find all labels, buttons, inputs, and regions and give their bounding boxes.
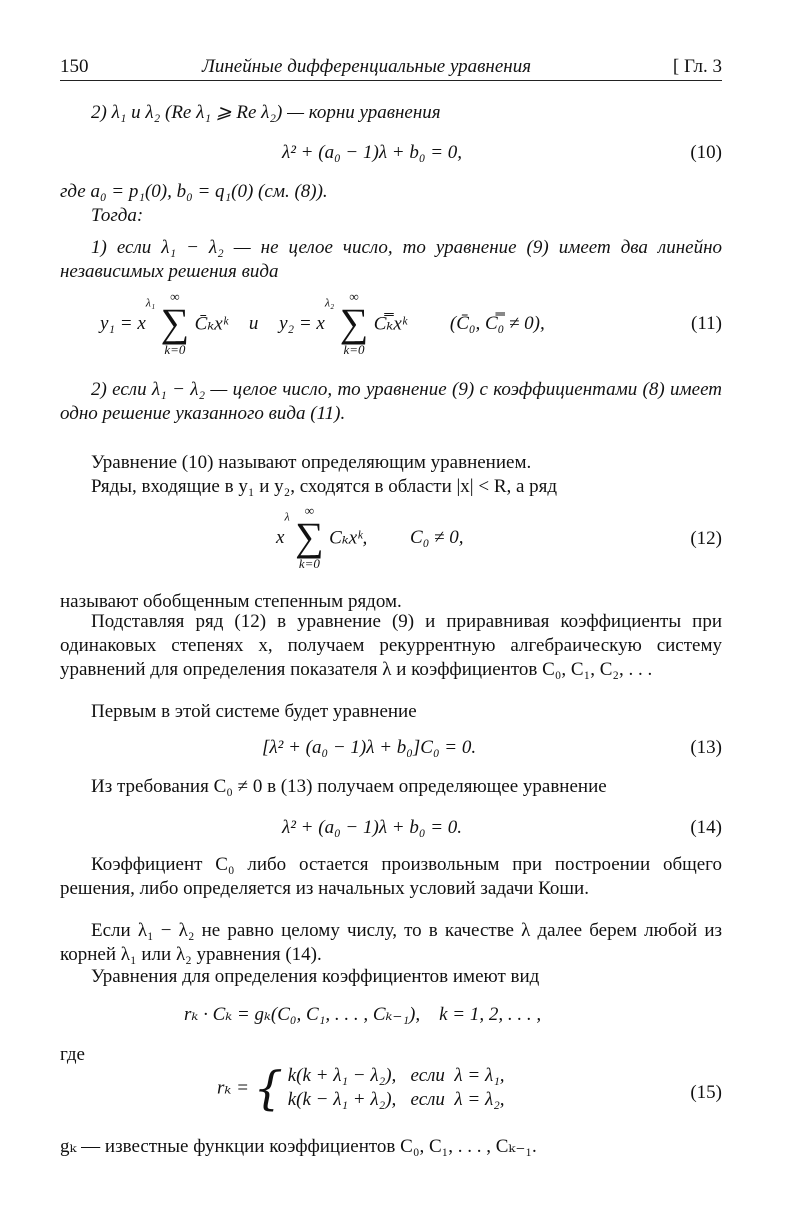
generalized-series-text: называют обобщенным степенным рядом.: [60, 591, 402, 612]
sum-symbol-3: ∞ ∑ k=0: [295, 503, 324, 571]
sum-symbol-1: ∞ ∑ k=0: [160, 289, 190, 357]
sum-3-upper: ∞: [304, 503, 315, 518]
y1-left: y₁ = x: [100, 313, 146, 334]
coefficient-paragraph: Коэффициент C₀ либо остается произвольным при построении общего решения, либо определяется из начальных условий задачи Коши.: [60, 854, 722, 899]
left-brace: {: [253, 1061, 283, 1115]
sum-1-lower: k=0: [164, 342, 186, 357]
eq11-condition: (C̄₀, C̿₀ ≠ 0),: [449, 313, 545, 334]
equation-15-number: (15): [690, 1082, 722, 1103]
book-page: [60, 0, 722, 1216]
eq12-left: x: [276, 527, 285, 548]
definition-sentence: Уравнение (10) называют определяющим уравнением.: [91, 452, 532, 473]
eq15-cases: [288, 1064, 505, 1112]
equation-11: [100, 291, 545, 361]
convergence-sentence: Ряды, входящие в y₁ и y₂, сходятся в области |x| < R, а ряд: [91, 476, 558, 497]
eq15-case-1: k(k + λ₁ − λ₂), если λ = λ₁,: [287, 1065, 505, 1086]
substitution-paragraph: Подставляя ряд (12) в уравнение (9) и приравнивая коэффициенты при одинаковых степенях x, получаем рекуррентную алгебраическую систему уравнений для определения показателя λ и коэффициентов C₀, C₁, C₂, . . .: [60, 611, 722, 680]
y1-exponent: λ₁: [145, 295, 156, 310]
recurrence-equation: rₖ · Cₖ = gₖ(C₀, C₁, . . . , Cₖ₋₁), k = 1, 2, . . . ,: [184, 1004, 542, 1025]
eq12-term: Cₖxᵏ,: [329, 527, 368, 549]
y2-left: y₂ = x: [279, 313, 325, 334]
chapter-label: [ Гл. 3: [672, 56, 722, 77]
coefficient-equations-sentence: Уравнения для определения коэффициентов имеют вид: [91, 966, 540, 987]
equation-15: [217, 1061, 505, 1120]
equation-12-number: (12): [690, 528, 722, 549]
equation-14: λ² + (a₀ − 1)λ + b₀ = 0.: [282, 817, 463, 838]
equation-10: λ² + (a₀ − 1)λ + b₀ = 0,: [282, 142, 463, 163]
equation-13: [λ² + (a₀ − 1)λ + b₀]C₀ = 0.: [262, 737, 477, 758]
page-number: 150: [60, 56, 89, 77]
y1-term: C̄ₖxᵏ: [194, 313, 229, 335]
then-label: Тогда:: [91, 205, 144, 226]
first-equation-sentence: Первым в этой системе будет уравнение: [91, 701, 417, 722]
eq12-exponent: λ: [284, 509, 290, 524]
item2-intro: 2) λ₁ и λ₂ (Re λ₁ ⩾ Re λ₂) — корни уравнения: [91, 102, 441, 123]
case2-text: 2) если λ₁ − λ₂ — целое число, то уравнение (9) с коэффициентами (8) имеет одно решение указанного вида (11).: [60, 379, 722, 424]
sum-2-lower: k=0: [343, 342, 365, 357]
sum-symbol-2: ∞ ∑ k=0: [339, 289, 369, 357]
eq15-case-2: k(k − λ₁ + λ₂), если λ = λ₂,: [287, 1089, 505, 1110]
eq12-condition: C₀ ≠ 0,: [410, 527, 464, 548]
sum-2-upper: ∞: [349, 289, 359, 304]
sum-3-lower: k=0: [298, 556, 320, 571]
equation-11-number: (11): [691, 313, 722, 334]
equation-13-number: (13): [690, 737, 722, 758]
case1-text: 1) если λ₁ − λ₂ — не целое число, то уравнение (9) имеет два линейно независимых решения вида: [60, 237, 722, 282]
y2-exponent: λ₂: [324, 295, 335, 310]
requirement-sentence: Из требования C₀ ≠ 0 в (13) получаем определяющее уравнение: [91, 776, 607, 797]
root-choice-paragraph: Если λ₁ − λ₂ не равно целому числу, то в качестве λ далее берем любой из корней λ₁ или λ₂ уравнения (14).: [60, 920, 722, 965]
y2-term: C̿ₖxᵏ: [373, 313, 408, 335]
equation-14-number: (14): [690, 817, 722, 838]
where-text: где: [60, 1044, 85, 1065]
equation-12: [276, 505, 464, 571]
eq15-left: rₖ =: [217, 1077, 249, 1099]
running-title: Линейные дифференциальные уравнения: [202, 56, 532, 77]
header-rule: [60, 80, 722, 81]
equation-10-number: (10): [690, 142, 722, 163]
sum-1-upper: ∞: [170, 289, 180, 304]
final-sentence: gₖ — известные функции коэффициентов C₀, C₁, . . . , Cₖ₋₁.: [60, 1136, 537, 1157]
running-header: [60, 56, 722, 82]
where-a0: где a₀ = p₁(0), b₀ = q₁(0) (см. (8)).: [60, 181, 328, 202]
and-word: и: [248, 313, 259, 334]
